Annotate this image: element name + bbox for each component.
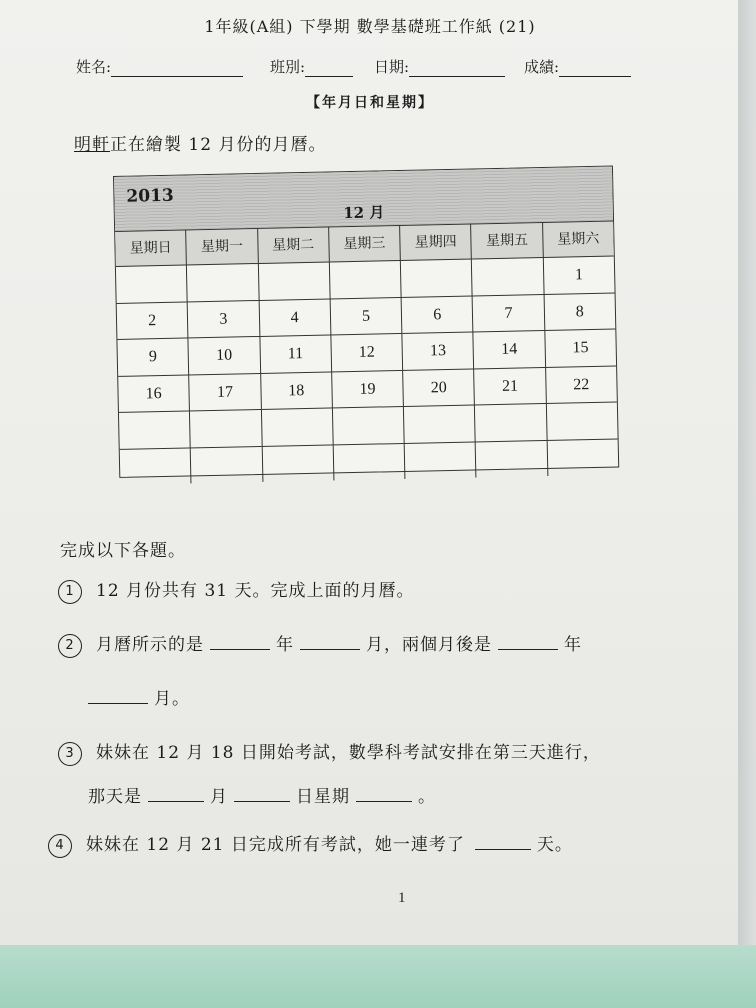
calendar-body [116,257,618,485]
calendar-day-cell[interactable] [333,407,405,444]
calendar-day-cell[interactable]: 21 [475,367,547,404]
question-2-part-d: 年 [564,635,582,655]
calendar-month: 12 月 [343,203,385,223]
answer-blank-q3-month[interactable] [148,785,204,802]
calendar-day-cell[interactable]: 15 [572,339,589,357]
question-3 [58,738,601,766]
question-4 [48,830,573,858]
question-number-2: 2 [58,634,82,658]
calendar-day-cell[interactable]: 6 [402,296,474,333]
weekday-mon: 星期一 [186,229,258,264]
calendar-day-cell[interactable] [547,439,618,476]
answer-blank-month[interactable] [300,633,360,650]
answer-blank-q3-day[interactable] [234,785,290,802]
calendar-day-cell[interactable]: 20 [403,369,475,406]
calendar-day-cell[interactable] [116,265,188,302]
weekday-tue: 星期二 [258,227,330,262]
class-blank[interactable] [305,62,353,77]
calendar-day-cell[interactable] [258,262,330,299]
answer-blank-month-2[interactable] [88,687,148,704]
class-label: 班別: [270,58,306,76]
question-1-text: 12 月份共有 31 天。完成上面的月曆。 [96,581,415,601]
calendar-day-cell[interactable]: 1 [574,266,584,284]
date-field[interactable] [374,56,505,77]
question-2-part-c: 月，兩個月後是 [366,635,492,655]
score-blank[interactable] [559,62,631,77]
question-2 [58,630,582,658]
name-field[interactable] [76,56,243,77]
calendar [113,166,619,478]
calendar-day-cell[interactable]: 13 [402,332,474,369]
name-blank[interactable] [111,62,243,77]
questions-heading: 完成以下各題。 [60,541,186,561]
background-folder [0,945,756,1008]
answer-blank-year-2[interactable] [498,633,558,650]
calendar-day-cell[interactable]: 19 [332,370,404,407]
calendar-day-cell[interactable] [120,448,192,485]
calendar-day-cell[interactable] [190,410,262,447]
calendar-day-cell[interactable] [401,259,473,296]
question-1 [58,576,414,604]
calendar-day-cell[interactable] [405,442,477,479]
question-3-part-d: 日星期 [296,787,350,807]
question-number-1: 1 [58,580,82,604]
question-3-part-a: 妹妹在 12 月 18 日開始考試，數學科考試安排在第三天進行， [96,743,601,763]
name-label: 姓名: [76,58,112,76]
calendar-day-cell[interactable]: 3 [188,300,260,337]
calendar-day-cell[interactable] [262,445,334,482]
calendar-day-cell[interactable] [119,411,191,448]
score-field[interactable] [524,56,631,77]
question-4-part-b: 天。 [536,835,573,855]
calendar-day-cell[interactable]: 9 [117,338,189,375]
calendar-day-cell[interactable] [191,446,263,483]
calendar-day-cell[interactable]: 14 [474,331,546,368]
question-3-part-c: 月 [210,787,228,807]
worksheet-title: 1年級(A組) 下學期 數學基礎班工作紙 (21) [204,17,536,36]
question-3-part-b: 那天是 [88,787,142,807]
class-field[interactable] [270,56,353,77]
calendar-day-cell[interactable]: 5 [330,297,402,334]
question-2-part-a: 月曆所示的是 [96,635,204,655]
calendar-day-cell[interactable]: 12 [331,334,403,371]
calendar-day-cell[interactable]: 17 [189,373,261,410]
answer-blank-year[interactable] [210,633,270,650]
calendar-day-cell[interactable] [261,408,333,445]
calendar-day-cell[interactable] [404,405,476,442]
calendar-day-cell[interactable]: 4 [259,299,331,336]
calendar-day-cell[interactable]: 2 [117,302,189,339]
calendar-day-cell[interactable]: 16 [118,375,190,412]
score-label: 成績: [524,58,560,76]
weekday-thu: 星期四 [400,225,472,260]
question-2-line-2 [88,684,190,709]
calendar-day-cell[interactable] [472,258,544,295]
calendar-day-cell[interactable]: 11 [260,335,332,372]
calendar-year: 2013 [126,185,174,207]
calendar-day-cell[interactable]: 10 [189,337,261,374]
calendar-day-cell[interactable] [187,264,259,301]
calendar-header [114,167,613,232]
calendar-day-cell[interactable] [476,440,548,477]
question-number-3: 3 [58,742,82,766]
date-blank[interactable] [409,62,505,77]
weekday-wed: 星期三 [329,226,401,261]
calendar-day-cell[interactable]: 8 [575,302,584,320]
answer-blank-q3-weekday[interactable] [356,785,412,802]
weekday-sun: 星期日 [115,230,187,265]
calendar-day-cell[interactable]: 18 [261,372,333,409]
question-3-line-2 [88,782,436,807]
section-subtitle: 【年月日和星期】 [306,95,434,111]
intro-sentence: 正在繪製 12 月份的月曆。 [110,135,327,155]
calendar-day-cell[interactable] [547,402,618,439]
background-paper-edge [738,0,756,960]
calendar-day-cell[interactable]: 22 [573,375,590,393]
question-4-part-a: 妹妹在 12 月 21 日完成所有考試，她一連考了 [86,835,465,855]
calendar-day-cell[interactable] [330,261,402,298]
intro-name: 明軒 [74,135,110,155]
question-2-part-b: 年 [276,635,294,655]
calendar-day-cell[interactable] [334,443,406,480]
weekday-sat: 星期六 [557,230,600,248]
weekday-fri: 星期五 [472,223,544,258]
calendar-day-cell[interactable] [475,404,547,441]
question-3-part-e: 。 [418,787,436,807]
calendar-day-cell[interactable]: 7 [473,294,545,331]
question-number-4: 4 [48,834,72,858]
answer-blank-q4-days[interactable] [475,833,531,850]
page-number: 1 [398,890,406,906]
intro-text [74,130,326,155]
question-2-part-e: 月。 [154,689,190,709]
date-label: 日期: [374,58,410,76]
